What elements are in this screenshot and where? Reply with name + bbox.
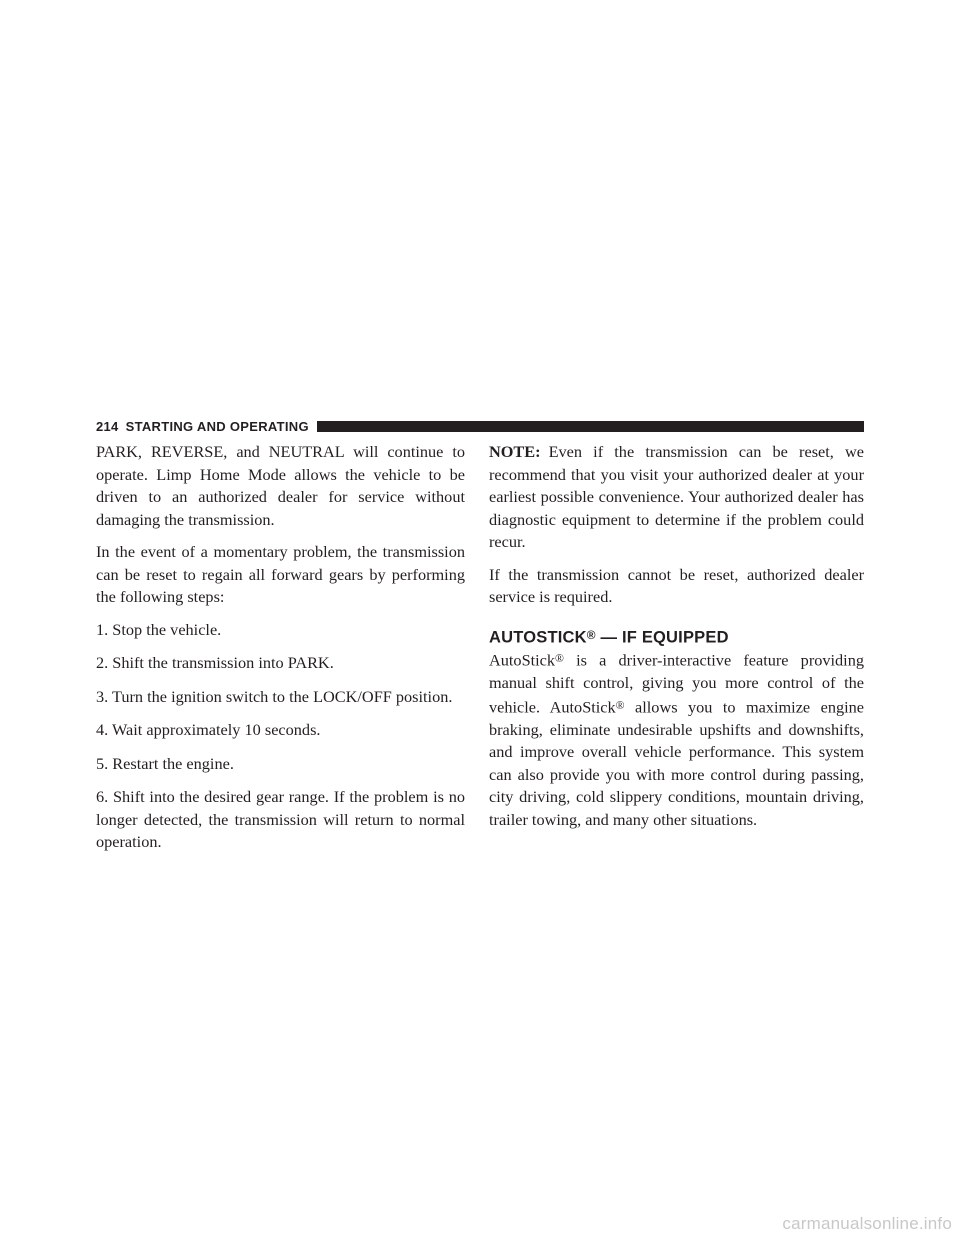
note-paragraph xyxy=(489,441,864,554)
page-number: 214 xyxy=(96,418,119,434)
reset-failure-paragraph: If the transmission cannot be reset, authorized dealer service is required. xyxy=(489,564,864,606)
step-item: 5. Restart the engine. xyxy=(96,753,234,773)
left-column xyxy=(96,441,465,864)
autostick-text-1: is a driver-interactive feature providing manual shift control, giving you more control of the vehicle. AutoStick xyxy=(489,650,864,717)
heading-rest: — IF EQUIPPED xyxy=(595,628,729,647)
note-label: NOTE: xyxy=(489,442,541,461)
section-heading xyxy=(489,625,864,648)
autostick-brand: AutoStick xyxy=(489,650,556,670)
header-rule xyxy=(317,421,864,432)
reset-intro-paragraph: In the event of a momentary problem, the transmission can be reset to regain all forward gears by performing the following steps: xyxy=(96,542,465,606)
step-item: 4. Wait approximately 10 seconds. xyxy=(96,720,321,739)
limp-mode-paragraph: PARK, REVERSE, and NEUTRAL will continue to operate. Limp Home Mode allows the vehicle to be driven to an authorized dealer for service without damaging the transmission. xyxy=(96,442,465,529)
note-text: Even if the transmission can be reset, we recommend that you visit your authorized dealer at your earliest possible convenience. Your authorized dealer has diagnostic equipment to determine if the problem could recur. xyxy=(489,442,864,551)
right-column xyxy=(489,441,864,841)
heading-brand: AUTOSTICK xyxy=(489,628,587,647)
watermark: carmanualsonline.info xyxy=(782,1214,952,1233)
registered-mark: ® xyxy=(586,627,596,642)
step-item: 2. Shift the transmission into PARK. xyxy=(96,653,334,672)
step-item: 1. Stop the vehicle. xyxy=(96,619,222,639)
autostick-paragraph xyxy=(489,648,864,831)
registered-mark: ® xyxy=(615,698,625,712)
page-header xyxy=(96,418,864,434)
step-item: 6. Shift into the desired gear range. If the problem is no longer detected, the transmission will return to normal operation. xyxy=(96,787,465,851)
registered-mark: ® xyxy=(555,652,564,666)
step-item: 3. Turn the ignition switch to the LOCK/OFF position. xyxy=(96,686,453,706)
autostick-text-2: allows you to maximize engine braking, eliminate undesirable upshifts and downshifts, and improve overall vehicle performance. This system can also provide you with more control during passing, city driving, cold slippery conditions, mountain driving, trailer towing, and many other situations. xyxy=(489,697,865,829)
section-title: STARTING AND OPERATING xyxy=(125,418,309,434)
